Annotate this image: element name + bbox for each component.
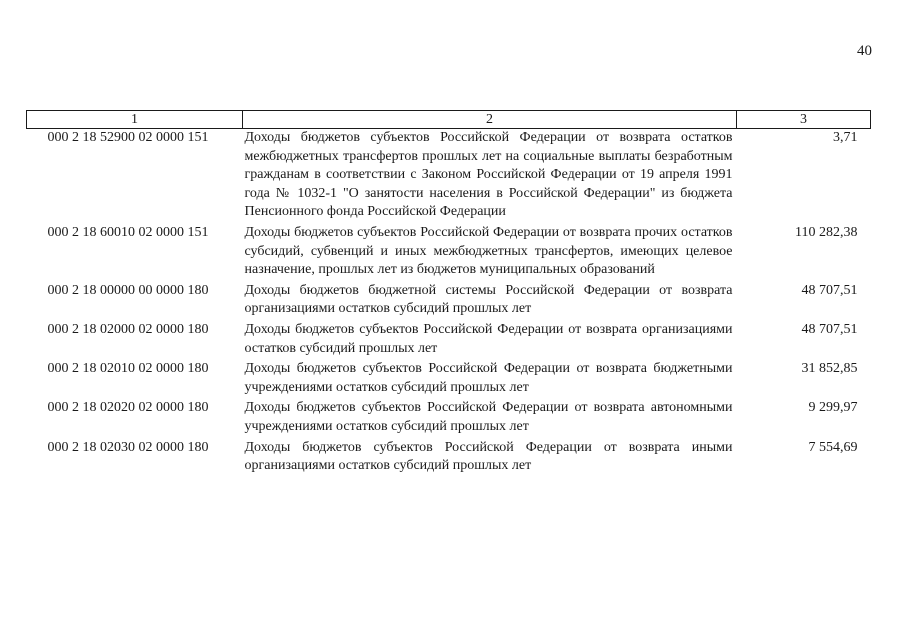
table-row xyxy=(27,129,871,224)
revenue-table xyxy=(26,110,871,478)
table-row xyxy=(27,360,871,399)
revenue-description: Доходы бюджетов субъектов Российской Федерации от возврата прочих остатков субсидий, субвенций и иных межбюджетных трансфертов, имеющих целевое назначение, прошлых лет из бюджетов муниципальных образований xyxy=(244,224,733,278)
classification-code: 000 2 18 02000 02 0000 180 xyxy=(47,321,209,337)
revenue-description: Доходы бюджетов субъектов Российской Федерации от возврата бюджетными учреждениями остатков субсидий прошлых лет xyxy=(244,361,733,395)
table-header xyxy=(27,111,871,129)
table-row xyxy=(27,224,871,282)
revenue-amount: 31 852,85 xyxy=(801,361,858,377)
revenue-amount: 48 707,51 xyxy=(801,321,858,337)
table-body xyxy=(27,129,871,478)
header-row xyxy=(27,111,871,129)
revenue-amount: 3,71 xyxy=(833,130,858,145)
revenue-amount: 7 554,69 xyxy=(808,439,858,455)
column-header-3: 3 xyxy=(737,111,871,129)
revenue-amount: 110 282,38 xyxy=(795,224,858,240)
column-header-1: 1 xyxy=(27,111,243,129)
revenue-amount: 9 299,97 xyxy=(808,400,858,416)
revenue-description: Доходы бюджетов субъектов Российской Федерации от возврата остатков межбюджетных трансфертов прошлых лет на социальные выплаты безработным гражданам в соответствии с Законом Российской Федерации от 19 апреля 1991 года № 1032-1 "О занятости населения в Российской Федерации" из бюджета Пенсионного фонда Российской Федерации xyxy=(244,130,733,220)
table-row xyxy=(27,439,871,478)
column-header-2: 2 xyxy=(243,111,737,129)
table-row xyxy=(27,399,871,438)
table-row xyxy=(27,282,871,321)
revenue-description: Доходы бюджетов субъектов Российской Федерации от возврата автономными учреждениями остатков субсидий прошлых лет xyxy=(244,400,733,434)
revenue-description: Доходы бюджетов бюджетной системы Российской Федерации от возврата организациями остатков субсидий прошлых лет xyxy=(244,282,733,317)
table-row xyxy=(27,321,871,360)
classification-code: 000 2 18 52900 02 0000 151 xyxy=(47,130,209,145)
revenue-description: Доходы бюджетов субъектов Российской Федерации от возврата иными организациями остатков субсидий прошлых лет xyxy=(244,439,733,474)
classification-code: 000 2 18 02030 02 0000 180 xyxy=(47,439,209,455)
classification-code: 000 2 18 02020 02 0000 180 xyxy=(47,400,209,416)
classification-code: 000 2 18 60010 02 0000 151 xyxy=(47,224,209,240)
classification-code: 000 2 18 02010 02 0000 180 xyxy=(47,361,209,377)
revenue-amount: 48 707,51 xyxy=(801,282,858,298)
page-number: 40 xyxy=(857,43,872,59)
classification-code: 000 2 18 00000 00 0000 180 xyxy=(47,282,209,298)
revenue-description: Доходы бюджетов субъектов Российской Федерации от возврата организациями остатков субсидий прошлых лет xyxy=(244,321,733,356)
